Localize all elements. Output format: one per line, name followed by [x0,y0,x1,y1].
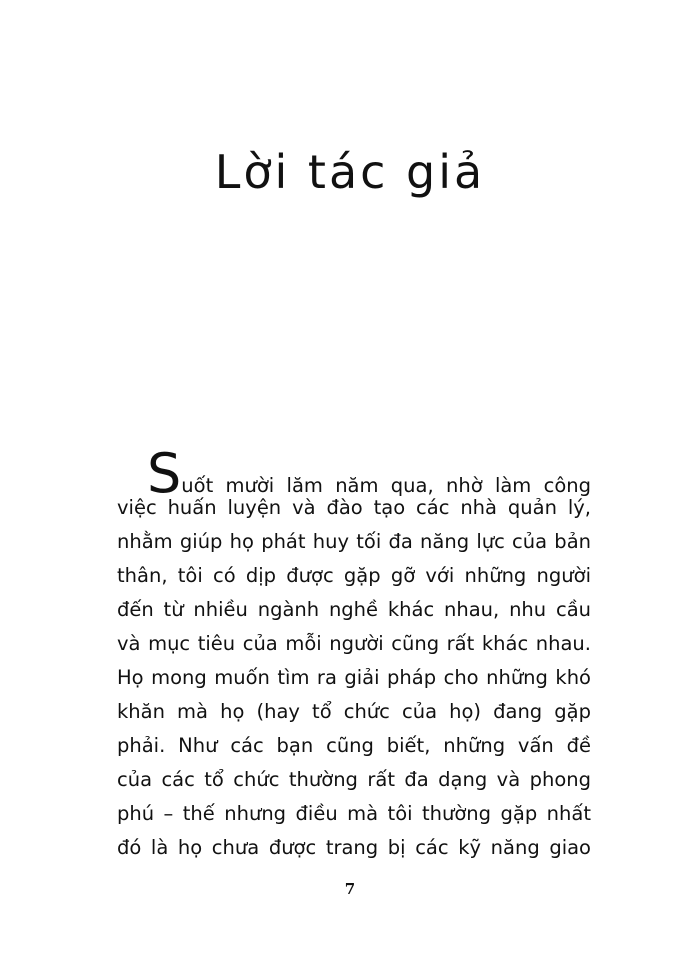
page-number: 7 [344,880,356,898]
first-line-text: uốt mười lăm năm qua, nhờ làm công [181,474,591,497]
paragraph-line-6: và mục tiêu của mỗi người cũng rất khác nhau. [117,632,591,655]
paragraph-line-8: khăn mà họ (hay tổ chức của họ) đang gặp [117,700,591,723]
paragraph-line-1 [117,442,591,505]
paragraph-line-2: việc huấn luyện và đào tạo các nhà quản lý, [117,496,591,519]
paragraph-line-9: phải. Như các bạn cũng biết, những vấn đề [117,734,591,757]
drop-cap: S [147,442,182,505]
paragraph-line-7: Họ mong muốn tìm ra giải pháp cho những khó [117,666,591,689]
paragraph-line-10: của các tổ chức thường rất đa dạng và phong [117,768,591,791]
body-text [117,442,591,865]
paragraph-line-5: đến từ nhiều ngành nghề khác nhau, nhu cầu [117,598,591,621]
paragraph-line-12: đó là họ chưa được trang bị các kỹ năng giao [117,836,591,859]
paragraph-line-3: nhằm giúp họ phát huy tối đa năng lực của bản [117,530,591,553]
paragraph-line-4: thân, tôi có dịp được gặp gỡ với những người [117,564,591,587]
paragraph-line-11: phú – thế nhưng điều mà tôi thường gặp nhất [117,802,591,825]
chapter-title: Lời tác giả [214,145,486,199]
